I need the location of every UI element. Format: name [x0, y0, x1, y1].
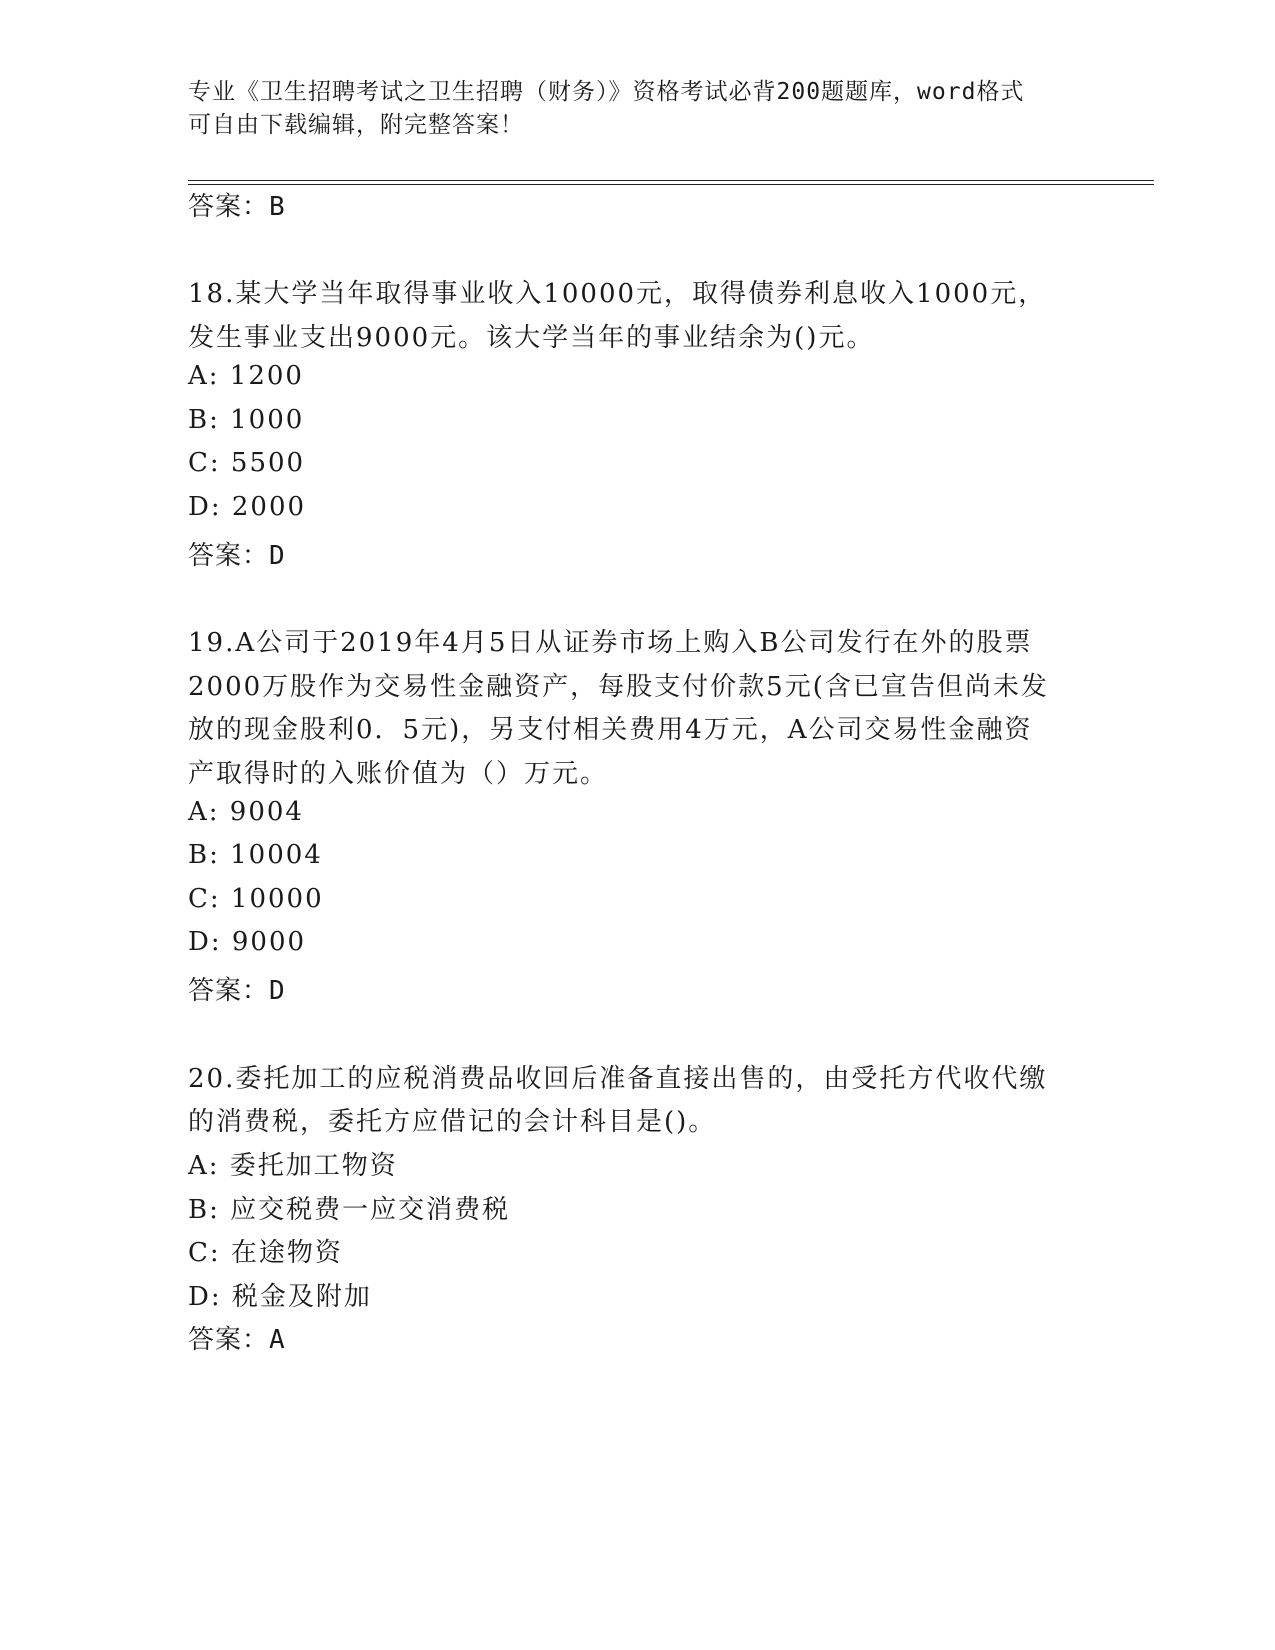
q18-option-b: B: 1000: [188, 405, 305, 435]
q19-option-d: D: 9000: [188, 927, 307, 957]
q19-stem-line-3: 放的现金股利0．5元)，另支付相关费用4万元，A公司交易性金融资: [188, 715, 1033, 745]
q18-option-a: A: 1200: [188, 361, 304, 391]
q19-option-a: A: 9004: [188, 797, 304, 827]
q19-stem-line-4: 产取得时的入账价值为（）万元。: [188, 759, 609, 789]
q20-stem-line-2: 的消费税，委托方应借记的会计科目是()。: [188, 1107, 717, 1137]
q20-option-c: C: 在途物资: [188, 1238, 343, 1268]
q20-option-d: D: 税金及附加: [188, 1282, 372, 1312]
q18-stem-line-1: 18.某大学当年取得事业收入10000元，取得债券利息收入1000元，: [188, 279, 1047, 309]
previous-answer: 答案：B: [188, 192, 286, 222]
q20-answer: 答案：A: [188, 1325, 286, 1355]
q18-option-c: C: 5500: [188, 448, 306, 478]
q18-stem-line-2: 发生事业支出9000元。该大学当年的事业结余为()元。: [188, 323, 875, 353]
header-divider-top: [188, 180, 1154, 181]
header-line-2: 可自由下载编辑，附完整答案！: [188, 112, 524, 138]
q19-option-c: C: 10000: [188, 884, 324, 914]
q20-option-b: B: 应交税费一应交消费税: [188, 1195, 511, 1225]
q19-answer: 答案：D: [188, 976, 286, 1006]
q19-option-b: B: 10004: [188, 840, 323, 870]
q20-option-a: A: 委托加工物资: [188, 1151, 398, 1181]
q18-answer: 答案：D: [188, 541, 286, 571]
q20-stem-line-1: 20.委托加工的应税消费品收回后准备直接出售的，由受托方代收代缴: [188, 1064, 1048, 1094]
q19-stem-line-2: 2000万股作为交易性金融资产，每股支付价款5元(含已宣告但尚未发: [188, 672, 1049, 702]
header-line-1: 专业《卫生招聘考试之卫生招聘（财务）》资格考试必背200题题库，word格式: [188, 79, 1025, 105]
document-header: [188, 76, 1088, 142]
q18-option-d: D: 2000: [188, 492, 307, 522]
header-divider-bottom: [188, 184, 1154, 185]
q19-stem-line-1: 19.A公司于2019年4月5日从证券市场上购入B公司发行在外的股票: [188, 628, 1033, 658]
